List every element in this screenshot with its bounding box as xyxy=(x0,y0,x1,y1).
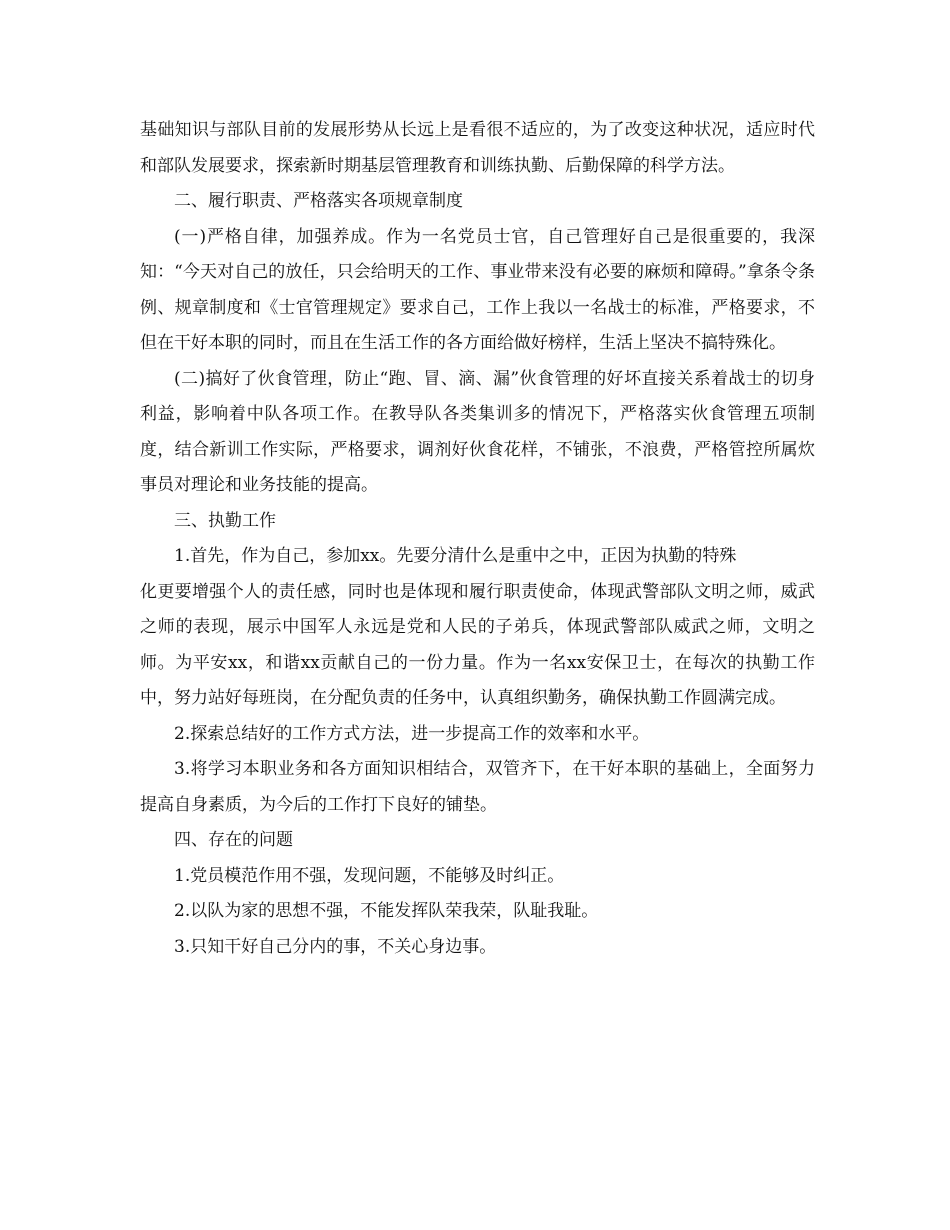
document-body xyxy=(140,113,815,965)
section-heading-4: 四、存在的问题 xyxy=(174,830,293,850)
paragraph-problem-2: 2.以队为家的思想不强，不能发挥队荣我荣，队耻我耻。 xyxy=(174,901,599,921)
paragraph-duty-item-2: 2.探索总结好的工作方式方法，进一步提高工作的效率和水平。 xyxy=(174,723,650,744)
section-heading-2: 二、履行职责、严格落实各项规章制度 xyxy=(174,191,463,211)
paragraph-self-discipline: (一)严格自律，加强养成。作为一名党员士官，自己管理好自己是很重要的，我深知：“今天对自己的放任，只会给明天的工作、事业带来没有必要的麻烦和障碍。”拿条令条例、规章制度和《士官管理规定》要求自己，工作上我以一名战士的标准，严格要求，不但在干好本职的同时，而且在生活工作的各方面给做好榜样，生活上坚决不搞特殊化。 xyxy=(140,226,815,353)
paragraph-duty-item-1-continuation: 化更要增强个人的责任感，同时也是体现和履行职责使命，体现武警部队文明之师，威武之师的表现，展示中国军人永远是党和人民的子弟兵，体现武警部队威武之师，文明之师。为平安xx，和谐xx贡献自己的一份力量。作为一名xx安保卫士，在每次的执勤工作中，努力站好每班岗，在分配负责的任务中，认真组织勤务，确保执勤工作圆满完成。 xyxy=(140,581,815,708)
paragraph-duty-item-3: 3.将学习本职业务和各方面知识相结合，双管齐下，在干好本职的基础上，全面努力提高自身素质，为今后的工作打下良好的铺垫。 xyxy=(140,759,815,815)
paragraph-duty-item-1: 1.首先，作为自己，参加xx。先要分清什么是重中之中，正因为执勤的特殊 xyxy=(174,546,737,566)
paragraph-intro-continuation: 基础知识与部队目前的发展形势从长远上是看很不适应的，为了改变这种状况，适应时代和部队发展要求，探索新时期基层管理教育和训练执勤、后勤保障的科学方法。 xyxy=(140,120,815,176)
paragraph-meal-management: (二)搞好了伙食管理，防止“跑、冒、滴、漏”伙食管理的好坏直接关系着战士的切身利益，影响着中队各项工作。在教导队各类集训多的情况下，严格落实伙食管理五项制度，结合新训工作实际，严格要求，调剂好伙食花样，不铺张，不浪费，严格管控所属炊事员对理论和业务技能的提高。 xyxy=(140,368,815,495)
section-heading-3: 三、执勤工作 xyxy=(174,510,276,531)
paragraph-problem-1: 1.党员模范作用不强，发现问题，不能够及时纠正。 xyxy=(174,865,565,886)
paragraph-problem-3: 3.只知干好自己分内的事，不关心身边事。 xyxy=(174,936,497,957)
